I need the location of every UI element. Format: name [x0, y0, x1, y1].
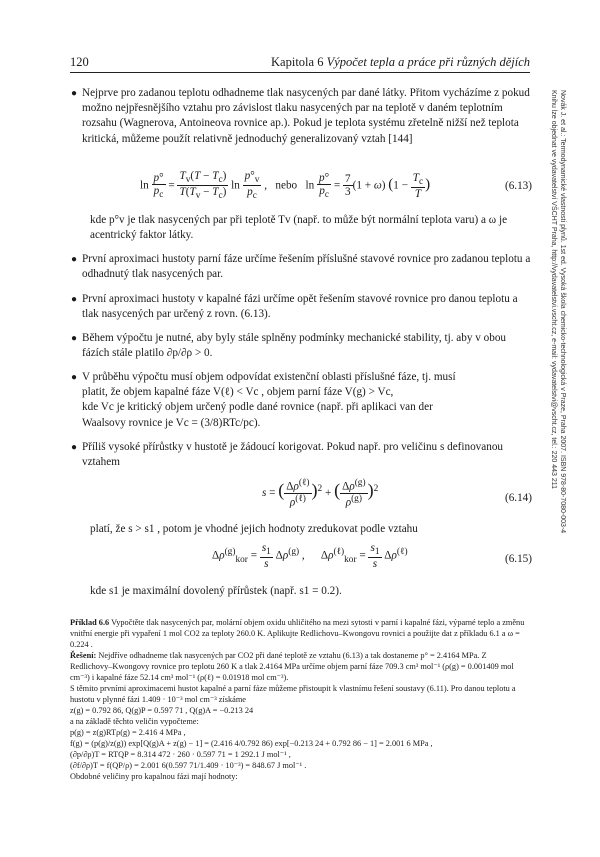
- bullet-estimate-vapor-pressure: [71, 86, 532, 147]
- equation-number-6-13: (6.13): [504, 180, 532, 192]
- sidebar-line-2: Knihu lze objednat ve vydavatelství VŠCHT Praha, http://vydavatelstvi.vscht.cz, e-mail: vydavatelstvi@vscht.cz, tel.: 220 443 211: [550, 90, 557, 490]
- bullet-text: Příliš vysoké přírůstky v hustotě je žádoucí korigovat. Pokud např. pro veličinu s definovanou vztahem: [82, 441, 504, 469]
- bullet-vapor-density: [71, 252, 532, 282]
- bullet-phase-volume: [71, 370, 532, 431]
- bullet-text: První aproximaci hustoty parní fáze určíme řešením příslušné stavové rovnice pro zadanou teplotu a odhadnutý tlak nasycených par.: [82, 253, 531, 281]
- solution-text-2: S těmito prvními aproximacemi hustot kapalné a parní fáze můžeme přistoupit k vlastnímu řešení soustavy (6.11). Pro danou teplotu a hustotu v plynné fázi 1.409 · 10⁻³ mol cm⁻³ získáme: [70, 684, 516, 704]
- bullet-icon: ●: [71, 88, 78, 99]
- chapter-label: Kapitola 6: [271, 55, 324, 69]
- equation-number-6-14: (6.14): [504, 492, 532, 504]
- example-solution: [70, 650, 530, 683]
- bullet-1-continuation: kde p°v je tlak nasycených par při teplotě Tv (např. to může být normální teplota varu) a ω je acentrický faktor látky.: [90, 214, 508, 242]
- bullet-line: platit, že objem kapalné fáze V(ℓ) < Vc , objem parní fáze V(g) > Vc,: [82, 386, 394, 399]
- header-rule: [70, 72, 530, 73]
- bullet-mechanical-stability: [71, 331, 532, 361]
- bullet-density-increments: [71, 440, 532, 470]
- bullet-icon: ●: [71, 372, 78, 383]
- example-statement: [70, 617, 530, 650]
- solution-line-df: (∂f/∂ρ)T = f(QP/ρ) = 2.001 6(0.597 71/1.409 · 10⁻³) = 848.67 J mol⁻¹ .: [70, 761, 307, 770]
- equation-6-14: s = ( $\frac{\Delta\rho^{(\ell)}}{\rho^{(\ell)}}$ )$^2$ + ( $\frac{\Delta\rho^{(g)}}{\rho^{(g)}}$ )$^2$: [262, 478, 379, 509]
- bullet-icon: ●: [71, 333, 78, 344]
- solution-line-last: Obdobné veličiny pro kapalnou fázi mají hodnoty:: [70, 772, 238, 781]
- equation-6-15: $\Delta\rho^{(g)}_{kor}$ = $\frac{s_1}{s}$ $\Delta\rho^{(g)}$ , $\Delta\rho^{(\ell)}_{kor}$ = $\frac{s_1}{s}$ $\Delta\rho^{(\ell)}$: [212, 542, 408, 571]
- bullet-liquid-density: [71, 292, 532, 322]
- bullet-text: Během výpočtu je nutné, aby byly stále splněny podmínky mechanické stability, tj. aby v obou fázích stále platilo ∂p/∂ρ > 0.: [82, 332, 507, 360]
- solution-line-dp: (∂p/∂ρ)T = RTQP = 8.314 472 · 260 · 0.597 71 = 1 292.1 J mol⁻¹ ,: [70, 750, 291, 759]
- bullet-icon: ●: [71, 294, 78, 305]
- bullet-line: Waalsovy rovnice je Vc = (3/8)RTc/pc).: [82, 416, 261, 429]
- solution-line-z: z(g) = 0.792 86, Q(g)P = 0.597 71 , Q(g)A = −0.213 24: [70, 706, 254, 715]
- page-number: 120: [70, 55, 89, 69]
- bullet-line: kde Vc je kritický objem určený podle dané rovnice (např. při aplikaci van der: [82, 401, 433, 414]
- equation-separator: nebo: [275, 179, 298, 192]
- sidebar-line-1: Novák J. et al.: Termodynamické vlastnosti plynů. 1st ed. Vysoká škola chemicko-technologická v Praze, Praha 2007. ISBN 978-80-7080-003-4: [559, 90, 566, 534]
- copyright-sidebar: [550, 90, 567, 710]
- example-text: Vypočtěte tlak nasycených par, molární objem oxidu uhličitého na mezi sytosti v parní i kapalné fázi, výparné teplo a změnu vnitřní energie při vypaření 1 mol CO2 za teploty 260.0 K. Aplikujte Redlichovu–Kwongovu rovnici a použijte dat z příkladu 6.1 a ω = 0.224 .: [70, 618, 525, 649]
- solution-line-a: a na základě těchto veličin vypočteme:: [70, 717, 199, 726]
- solution-label: Řešení:: [70, 651, 97, 660]
- solution-line-f: f(g) = (p(g)/z(g)) exp[Q(g)A + z(g) − 1] = (2.416 4/0.792 86) exp[−0.213 24 + 0.792 86 − 1] = 2.001 6 MPa ,: [70, 739, 433, 748]
- solution-text-1: Nejdříve odhadneme tlak nasycených par CO2 při dané teplotě ze vztahu (6.13) a tak dostaneme p° = 2.4164 MPa. Z Redlichovy–Kwongovy rovnice pro teplotu 260 K a tlak 2.4164 MPa určíme objem parní fáze 709.3 cm³ mol⁻¹ (ρ(g) = 0.001409 mol cm⁻³) i kapalné fáze 52.14 cm³ mol⁻¹ (ρ(ℓ) = 0.01918 mol cm⁻³).: [70, 651, 514, 682]
- example-label: Příklad 6.6: [70, 618, 110, 627]
- solution-line-p: p(g) = z(g)RTρ(g) = 2.416 4 MPa ,: [70, 728, 186, 737]
- example-6-6: [70, 617, 530, 782]
- bullet-6-after: kde s1 je maximální dovolený přírůstek (např. s1 = 0.2).: [90, 585, 342, 597]
- chapter-title: Výpočet tepla a práce při různých dějích: [326, 55, 530, 69]
- bullet-text: Nejprve pro zadanou teplotu odhadneme tlak nasycených par dané látky. Přitom vycházíme z pokud možno nejpřesnějšího vztahu pro závislost tlaku nasycených par na teplotě v daném teplotním rozsahu (Wagnerova, Antoineova rovnice ap.). Pokud je teplota systému zřetelně nižší než teplota kritická, můžeme použít relativně jednoduchý generalizovaný vztah [144]: [82, 87, 530, 145]
- bullet-icon: ●: [71, 442, 78, 453]
- running-header: [271, 55, 530, 70]
- equation-6-13: ln $\frac{p^\circ}{p_c}$ = $\frac{T_v(T - T_c)}{T(T_v - T_c)}$ ln $\frac{p^\circ_v}{p_c}$ , nebo ln $\frac{p^\circ}{p_c}$ = $\frac{7}{3}$ (1 + ω) (1 − $\frac{T_c}{T}$ ): [140, 170, 431, 202]
- bullet-line: V průběhu výpočtu musí objem odpovídat existenční oblasti příslušné fáze, tj. musí: [82, 371, 456, 383]
- equation-number-6-15: (6.15): [504, 553, 532, 565]
- bullet-icon: ●: [71, 254, 78, 265]
- bullet-text: První aproximaci hustoty v kapalné fázi určíme opět řešením stavové rovnice pro danou teplotu a tlak nasycených par určený z rovn. (6.13).: [82, 293, 518, 321]
- bullet-6-middle: platí, že s > s1 , potom je vhodné jejich hodnoty zredukovat podle vztahu: [90, 523, 418, 535]
